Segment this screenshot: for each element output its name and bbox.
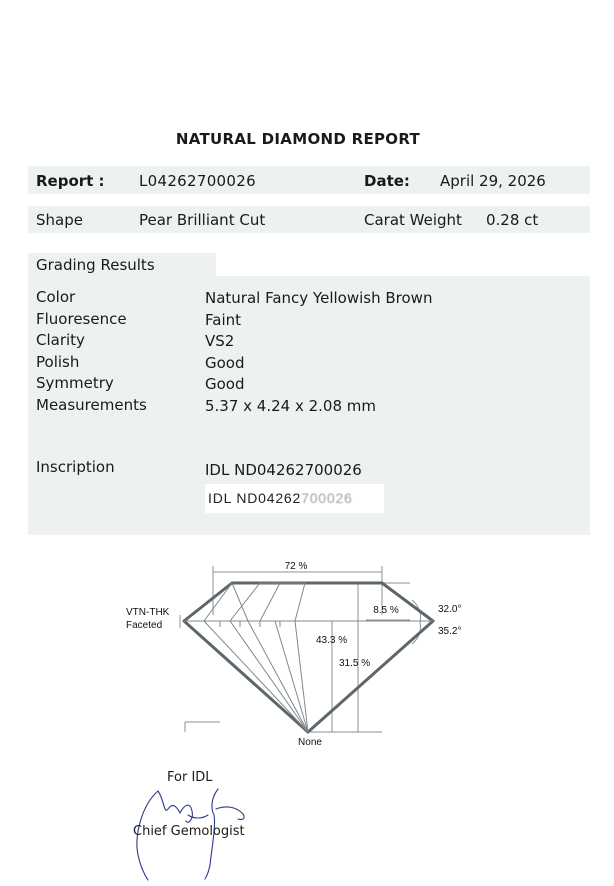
culet-size: None [298, 737, 322, 748]
inscription-value: IDL ND04262700026 [205, 461, 362, 479]
crown-height: 8.5 % [373, 605, 399, 616]
crown-angle: 32.0° [438, 604, 462, 615]
inscription-photo-faded: 700026 [301, 490, 353, 506]
grade-label-color: Color [36, 288, 76, 306]
shape-value: Pear Brilliant Cut [139, 211, 266, 229]
grading-values [205, 288, 432, 417]
report-title: NATURAL DIAMOND REPORT [175, 130, 421, 148]
inscription-label: Inscription [36, 458, 115, 476]
date-label: Date: [364, 172, 410, 190]
signature-for-label: For IDL [167, 770, 213, 785]
inscription-photo [205, 484, 384, 513]
grade-label-symmetry: Symmetry [36, 374, 114, 392]
girdle-thickness: VTN-THK [126, 607, 170, 618]
grade-value-color: Natural Fancy Yellowish Brown [205, 289, 433, 307]
grading-heading: Grading Results [36, 256, 155, 274]
grade-value-polish: Good [205, 353, 245, 372]
grade-label-measurements: Measurements [36, 395, 147, 414]
grade-value-measurements: 5.37 x 4.24 x 2.08 mm [205, 396, 377, 415]
total-depth: 43.3 % [316, 635, 348, 646]
report-number: L04262700026 [139, 172, 256, 190]
pavilion-angle: 35.2° [438, 626, 462, 637]
grade-value-fluorescence: Faint [205, 310, 241, 329]
signature-title: Chief Gemologist [133, 824, 245, 839]
table-percentage: 72 % [284, 561, 308, 572]
grade-label-fluorescence: Fluoresence [36, 309, 127, 328]
date-value: April 29, 2026 [440, 172, 546, 190]
grade-value-symmetry: Good [205, 375, 245, 393]
grading-labels [36, 287, 147, 416]
grade-label-clarity: Clarity [36, 331, 85, 349]
inscription-photo-clear: IDL ND04262 [208, 490, 302, 506]
report-label: Report : [36, 172, 105, 190]
proportions-diagram [120, 552, 480, 752]
carat-label: Carat Weight [364, 211, 462, 229]
girdle-finish: Faceted [126, 620, 163, 631]
carat-value: 0.28 ct [486, 211, 539, 229]
pavilion-depth: 31.5 % [339, 658, 371, 669]
shape-label: Shape [36, 211, 83, 229]
grade-label-polish: Polish [36, 352, 80, 371]
grade-value-clarity: VS2 [205, 332, 235, 350]
